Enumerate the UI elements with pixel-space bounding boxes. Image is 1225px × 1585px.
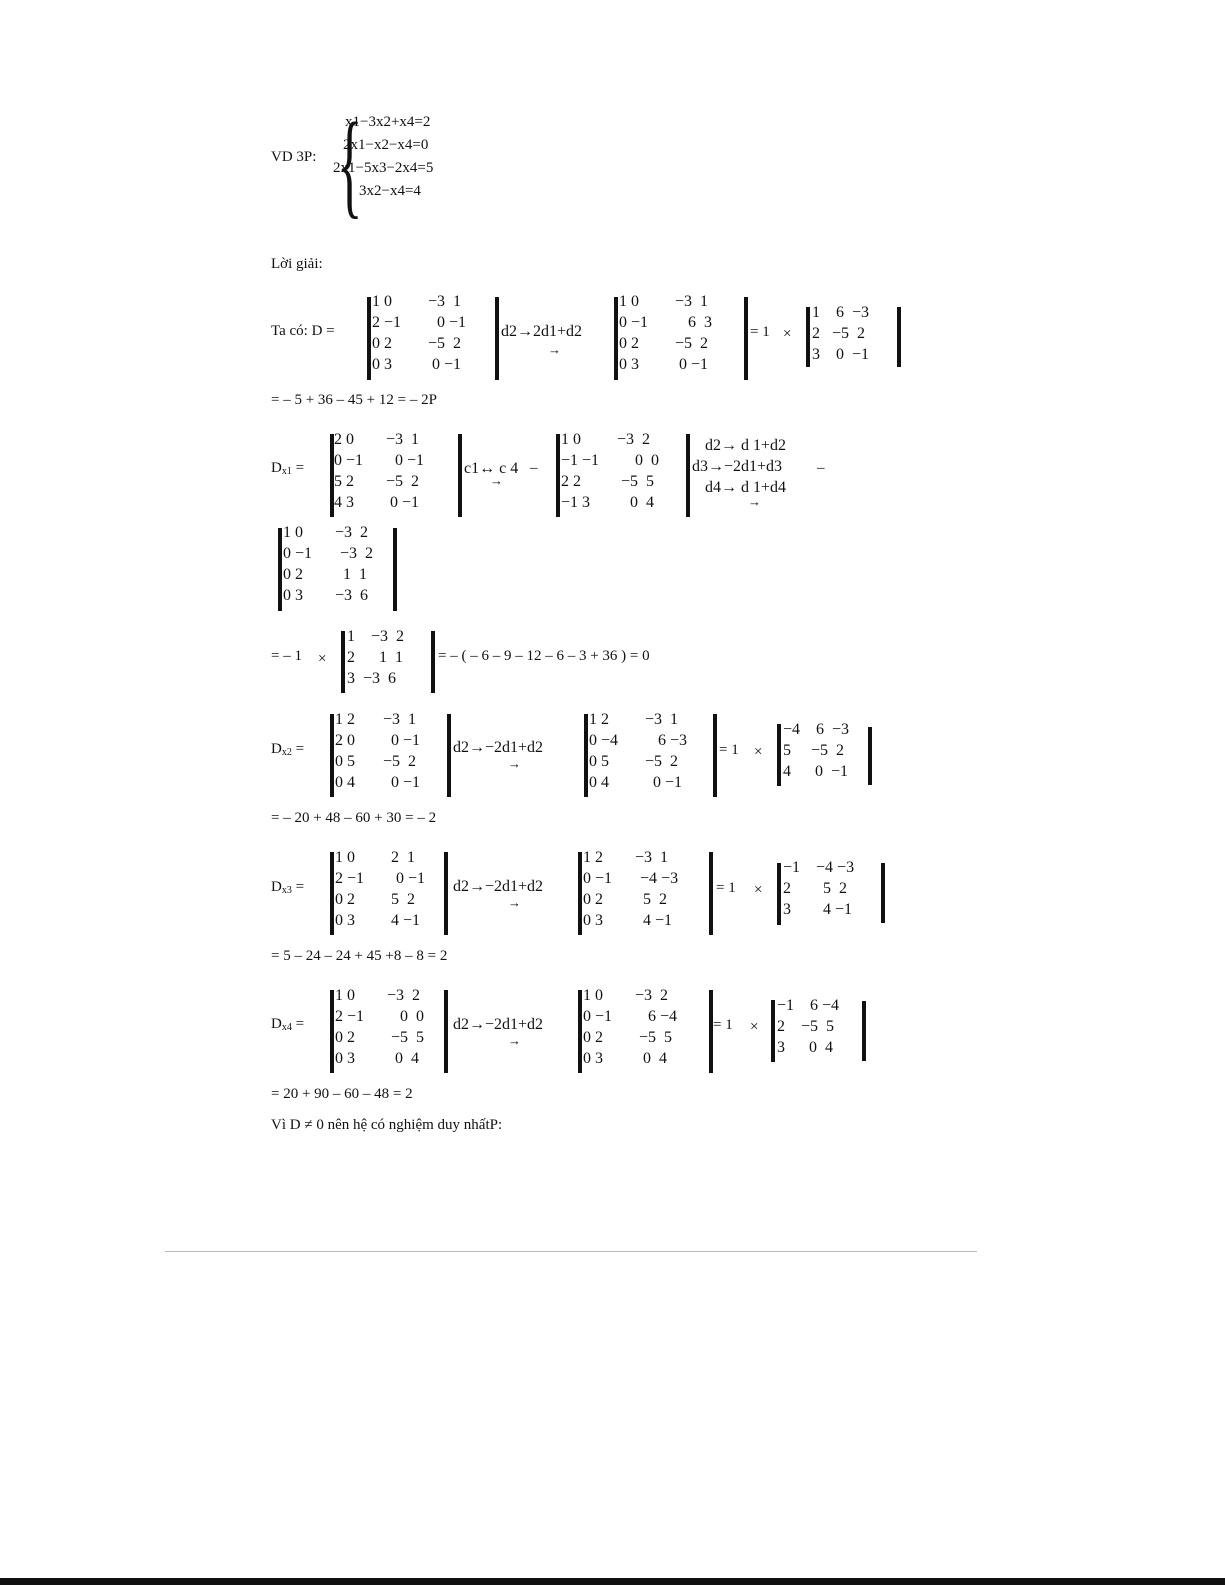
matrix-bar xyxy=(458,434,462,517)
dx1-op-1: d2→ d 1+d2 xyxy=(705,437,787,454)
dx2-label: $D_{x2}$ = xyxy=(271,741,305,758)
matrix-bar xyxy=(495,297,499,380)
matrix-bar xyxy=(444,852,448,935)
dx1-matrix-2: 1 0 −3 2 −1 −1 0 0 2 2 −5 5 −1 3 0 4 xyxy=(561,431,660,511)
matrix-bar xyxy=(584,714,588,797)
matrix-bar xyxy=(868,727,872,785)
dx1-minor: 1 −3 2 2 1 1 3 −3 6 xyxy=(347,628,405,687)
dx2-minor: −4 6 −3 5 −5 2 4 0 −1 xyxy=(783,721,850,780)
equation-1: x1−3x2+x4=2 xyxy=(345,114,431,130)
matrix-bar xyxy=(897,307,901,367)
dx2-row-op: d2→−2d1+d2 xyxy=(453,739,544,756)
matrix-bar xyxy=(556,434,560,517)
dx3-result: = 5 – 24 – 24 + 45 +8 – 8 = 2 xyxy=(271,948,448,964)
arrow-icon: → xyxy=(748,494,761,509)
arrow-icon: → xyxy=(508,895,521,910)
matrix-bar xyxy=(686,434,690,517)
matrix-bar xyxy=(330,990,334,1073)
matrix-bar xyxy=(367,297,371,380)
dx1-op-3: d4→ d 1+d4 xyxy=(705,479,787,496)
equation-3: 2x1−5x3−2x4=5 xyxy=(333,160,434,176)
matrix-bar xyxy=(777,724,781,786)
matrix-bar xyxy=(713,714,717,797)
dx2-result: = – 20 + 48 – 60 + 30 = – 2 xyxy=(271,810,437,826)
matrix-bar xyxy=(447,714,451,797)
dx1-matrix-1: 2 0 −3 1 0 −1 0 −1 5 2 −5 2 4 3 0 −1 xyxy=(334,431,425,511)
matrix-bar xyxy=(744,297,748,380)
left-brace-icon: { xyxy=(337,98,363,229)
matrix-bar xyxy=(771,1000,775,1062)
matrix-bar xyxy=(444,990,448,1073)
d-row-op: d2→2d1+d2 xyxy=(501,323,583,340)
dx3-row-op: d2→−2d1+d2 xyxy=(453,878,544,895)
dx3-minor: −1 −4 −3 2 5 2 3 4 −1 xyxy=(783,859,855,918)
dx1-op-2: d3→−2d1+d3 xyxy=(692,458,783,475)
matrix-bar xyxy=(393,528,397,611)
dx4-matrix-1: 1 0 −3 2 2 −1 0 0 0 2 −5 5 0 3 0 4 xyxy=(335,987,425,1067)
dx4-label: $D_{x4}$ = xyxy=(271,1016,305,1033)
matrix-bar xyxy=(341,631,345,693)
conclusion: Vì D ≠ 0 nên hệ có nghiệm duy nhấtP: xyxy=(271,1117,503,1133)
matrix-bar xyxy=(578,852,582,935)
dx1-result: = – ( – 6 – 9 – 12 – 6 – 3 + 36 ) = 0 xyxy=(438,648,650,664)
d-label: Ta có: D = xyxy=(271,323,335,339)
dx3-eq: = 1 xyxy=(716,880,736,896)
matrix-bar xyxy=(777,863,781,925)
dx3-matrix-1: 1 0 2 1 2 −1 0 −1 0 2 5 2 0 3 4 −1 xyxy=(335,849,426,929)
dx1-eq: = – 1 xyxy=(271,648,302,664)
arrow-icon: → xyxy=(508,756,521,771)
page-divider xyxy=(165,1251,977,1252)
times-icon: × xyxy=(754,882,763,898)
dx4-row-op: d2→−2d1+d2 xyxy=(453,1016,544,1033)
matrix-bar xyxy=(431,631,435,693)
dx2-eq: = 1 xyxy=(719,742,739,758)
matrix-bar xyxy=(881,863,885,923)
dx1-col-op: c1↔ c 4 xyxy=(464,460,519,477)
equation-2: 2x1−x2−x4=0 xyxy=(343,137,429,153)
matrix-bar xyxy=(278,528,282,611)
arrow-icon: → xyxy=(508,1033,521,1048)
matrix-bar xyxy=(578,990,582,1073)
matrix-bar xyxy=(709,852,713,935)
dx1-dash: – xyxy=(530,460,538,476)
dx2-matrix-2: 1 2 −3 1 0 −4 6 −3 0 5 −5 2 0 4 0 −1 xyxy=(589,711,688,791)
dx4-matrix-2: 1 0 −3 2 0 −1 6 −4 0 2 −5 5 0 3 0 4 xyxy=(583,987,678,1067)
times-icon: × xyxy=(318,651,327,667)
dx2-matrix-1: 1 2 −3 1 2 0 0 −1 0 5 −5 2 0 4 0 −1 xyxy=(335,711,421,791)
d-result: = – 5 + 36 – 45 + 12 = – 2P xyxy=(271,392,437,408)
matrix-bar xyxy=(614,297,618,380)
d-matrix-2: 1 0 −3 1 0 −1 6 3 0 2 −5 2 0 3 0 −1 xyxy=(619,293,713,373)
dx1-label: $D_{x1}$ = xyxy=(271,460,305,477)
times-icon: × xyxy=(754,744,763,760)
page-bottom-edge xyxy=(0,1578,1225,1585)
arrow-icon: → xyxy=(548,342,561,357)
dx3-label: $D_{x3}$ = xyxy=(271,879,305,896)
dx3-matrix-2: 1 2 −3 1 0 −1 −4 −3 0 2 5 2 0 3 4 −1 xyxy=(583,849,679,929)
d-minor: 1 6 −3 2 −5 2 3 0 −1 xyxy=(812,304,870,363)
arrow-icon: → xyxy=(490,473,503,488)
dx1-matrix-3: 1 0 −3 2 0 −1 −3 2 0 2 1 1 0 3 −3 6 xyxy=(283,524,374,604)
times-icon: × xyxy=(783,326,792,342)
dx4-eq: = 1 xyxy=(713,1017,733,1033)
equation-4: 3x2−x4=4 xyxy=(359,183,421,199)
times-icon: × xyxy=(750,1019,759,1035)
matrix-bar xyxy=(330,714,334,797)
d-matrix-1: 1 0 −3 1 2 −1 0 −1 0 2 −5 2 0 3 0 −1 xyxy=(372,293,467,373)
matrix-bar xyxy=(806,307,810,367)
solution-heading: Lời giải: xyxy=(271,256,323,272)
dx4-result: = 20 + 90 – 60 – 48 = 2 xyxy=(271,1086,413,1102)
matrix-bar xyxy=(330,852,334,935)
example-label: VD 3P: xyxy=(271,149,317,165)
matrix-bar xyxy=(862,1001,866,1061)
dx1-dash-2: – xyxy=(817,460,825,476)
dx4-minor: −1 6 −4 2 −5 5 3 0 4 xyxy=(777,997,840,1056)
d-eq: = 1 xyxy=(750,324,770,340)
